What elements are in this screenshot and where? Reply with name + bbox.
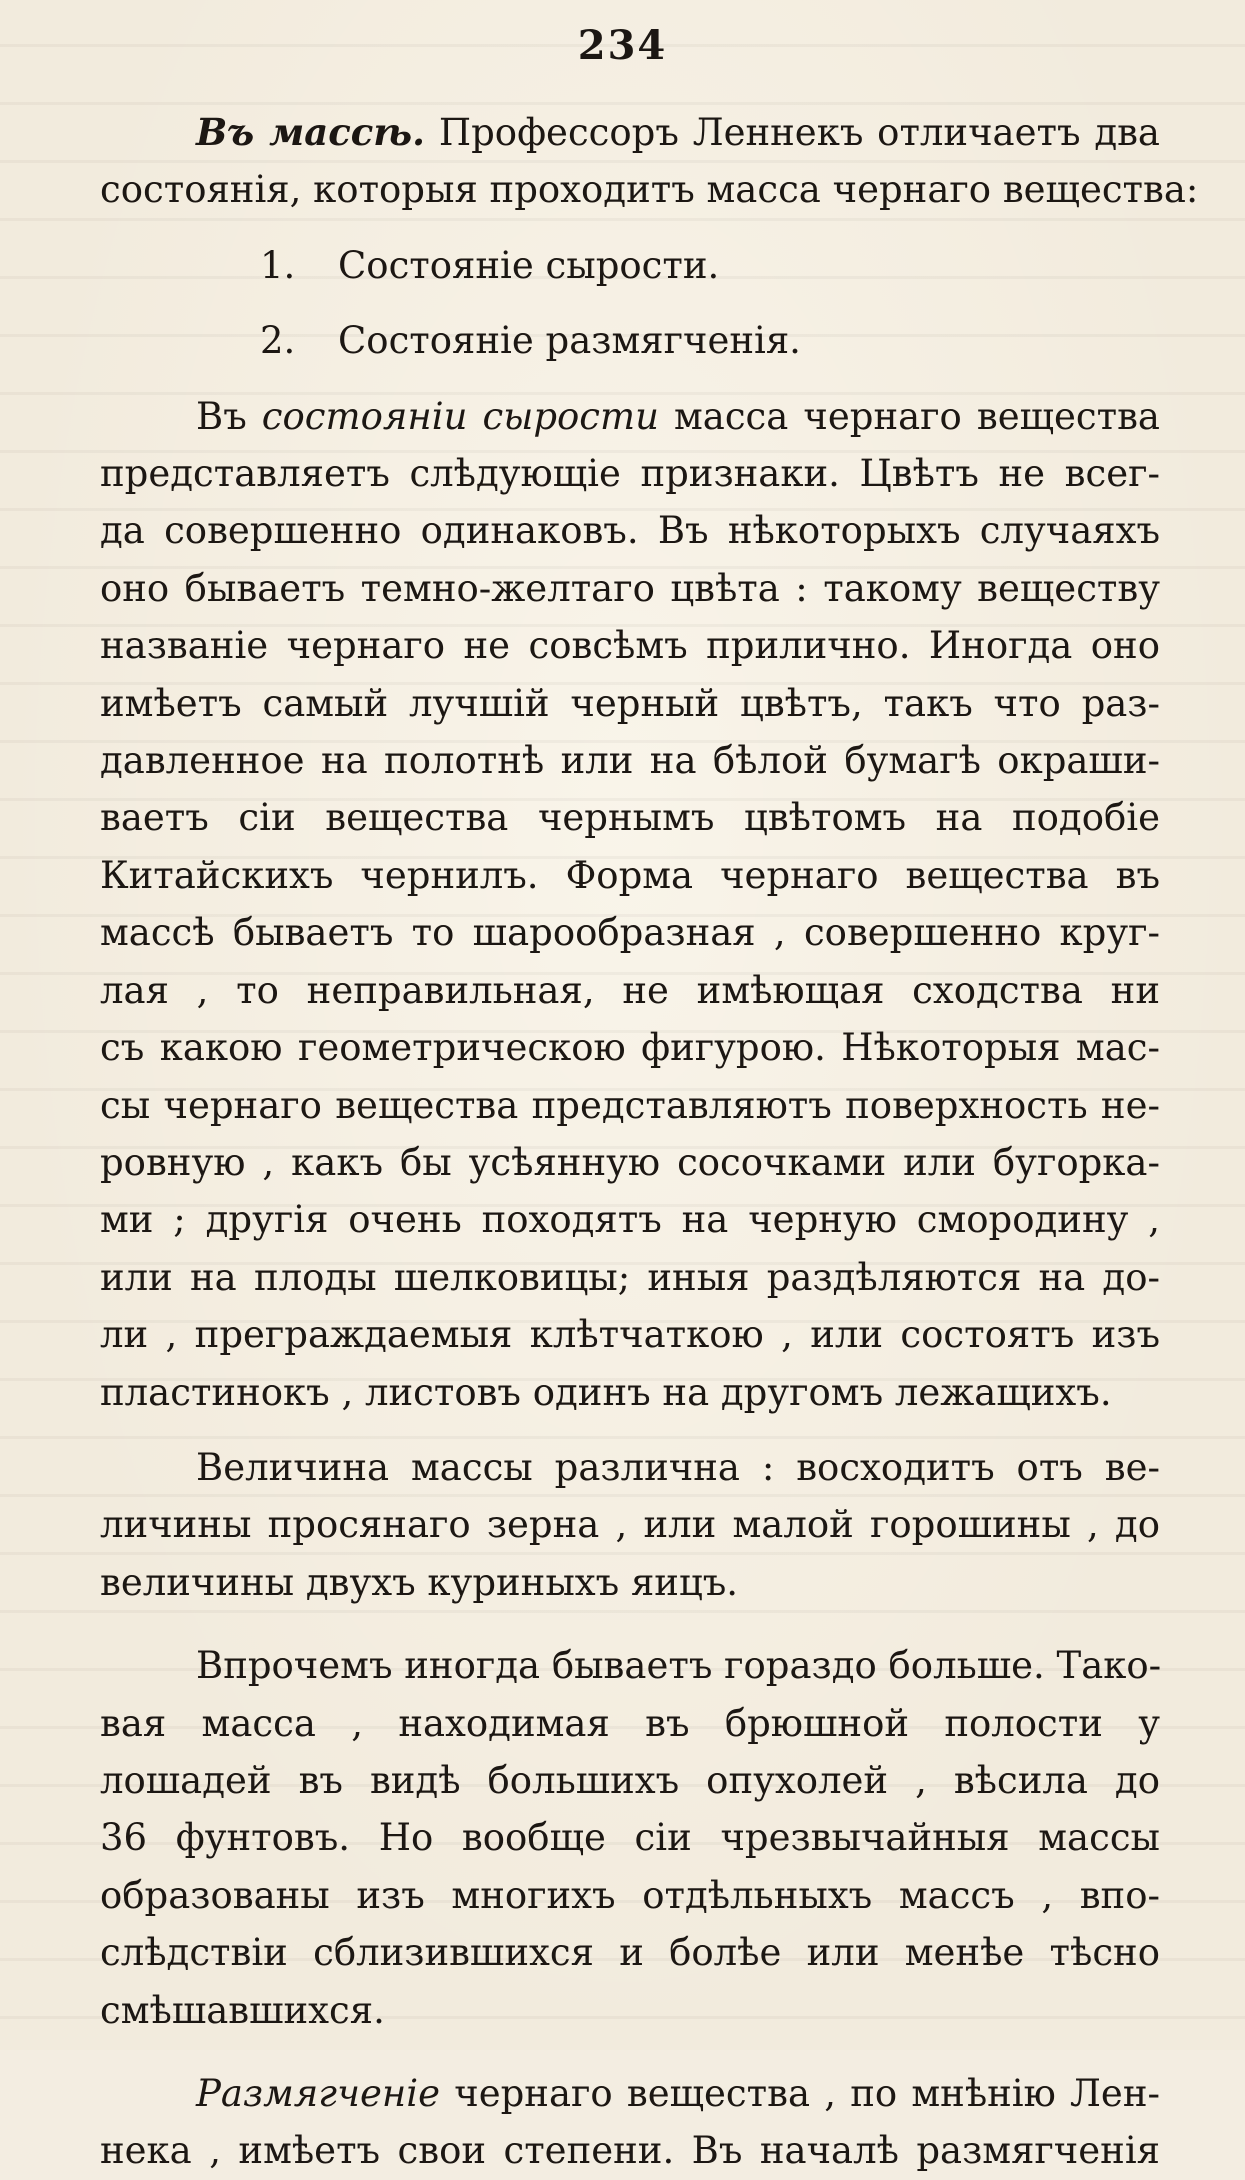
text-line: ми ; другія очень походятъ на черную смородину , [100,1198,1160,1242]
text-line: величины двухъ куриныхъ яицъ. [100,1560,739,1604]
text-line: лошадей въ видѣ большихъ опухолей , вѣсила до [100,1758,1160,1802]
spacer [100,1421,1160,1439]
emphasis: Размягченіе [196,2072,441,2115]
text-line: смѣшавшихся. [100,1988,385,2032]
text-line: да совершенно одинаковъ. Въ нѣкоторыхъ случаяхъ [100,509,1160,553]
paragraph-softening [100,2065,1160,2180]
text-line: пластинокъ , листовъ одинъ на другомъ лежащихъ. [100,1370,1112,1414]
text-line: массѣ бываетъ то шарообразная , совершенно круг- [100,911,1160,955]
text-line: представляетъ слѣдующіе признаки. Цвѣтъ не всег- [100,452,1160,496]
text-line [100,2065,1160,2122]
section-heading: Въ массѣ. [196,110,426,154]
text-line [100,388,1160,445]
spacer [100,219,1160,237]
text-line: оно бываетъ темно-желтаго цвѣта : такому веществу [100,566,1160,610]
text-span: масса чернаго вещества [674,394,1160,438]
text-line: сы чернаго вещества представляютъ поверхность не- [100,1083,1160,1127]
text-line: съ какою геометрическою фигурою. Нѣкоторыя мас- [100,1026,1160,1070]
text-line: состоянія, которыя проходитъ масса чернаго вещества: [100,168,1199,212]
section-intro [100,104,1199,219]
spacer [100,2039,1160,2065]
numbered-list [100,237,1160,370]
emphasis: состояніи сырости [261,394,659,438]
text-line: ли , преграждаемыя клѣтчаткою , или состоятъ изъ [100,1313,1160,1357]
paragraph-large-masses [100,1637,1160,2039]
text-line: ваетъ сіи вещества чернымъ цвѣтомъ на подобіе [100,796,1160,840]
page-number: 234 [577,22,668,69]
page-text [100,104,1199,2180]
paragraph-size [100,1439,1160,1611]
text-line: образованы изъ многихъ отдѣльныхъ массъ , впо- [100,1873,1160,1917]
list-number: 2. [260,319,296,363]
list-item [100,312,1160,369]
list-item [100,237,1160,294]
text-line: слѣдствіи сблизившихся и болѣе или менѣе тѣсно [100,1931,1160,1975]
spacer [100,1611,1160,1637]
list-number: 1. [260,243,296,287]
text-line: лая , то неправильная, не имѣющая сходства ни [100,968,1160,1012]
text-line: ровную , какъ бы усѣянную сосочками или бугорка- [100,1140,1160,1184]
text-line: личины просянаго зерна , или малой горошины , до [100,1503,1160,1547]
text-line: Впрочемъ иногда бываетъ гораздо больше. Тако- [196,1644,1162,1688]
text-line: вая масса , находимая въ брюшной полости у [100,1701,1160,1745]
paragraph-dampness [100,388,1160,1421]
spacer [100,294,1160,312]
text-span: Въ [196,394,247,438]
text-line: имѣетъ самый лучшій черный цвѣтъ, такъ что раз- [100,681,1160,725]
text-line: Величина массы различна : восходитъ отъ ве- [196,1445,1160,1489]
spacer [100,370,1160,388]
text-line: названіе чернаго не совсѣмъ прилично. Иногда оно [100,624,1160,668]
list-text: Состояніе сырости. [338,243,720,287]
text-line: или на плоды шелковицы; иныя раздѣляются на до- [100,1255,1160,1299]
text-span: Профессоръ Леннекъ отличаетъ два [438,111,1160,154]
text-line: давленное на полотнѣ или на бѣлой бумагѣ окраши- [100,739,1160,783]
text-span: чернаго вещества , по мнѣнію Лен- [454,2072,1160,2115]
list-text: Состояніе размягченія. [338,319,801,363]
text-line: 36 фунтовъ. Но вообще сіи чрезвычайныя массы [100,1816,1160,1860]
text-line: Китайскихъ чернилъ. Форма чернаго вещества въ [100,853,1160,897]
text-line [100,104,1160,161]
text-line: нека , имѣетъ свои степени. Въ началѣ размягченія [100,2129,1160,2173]
